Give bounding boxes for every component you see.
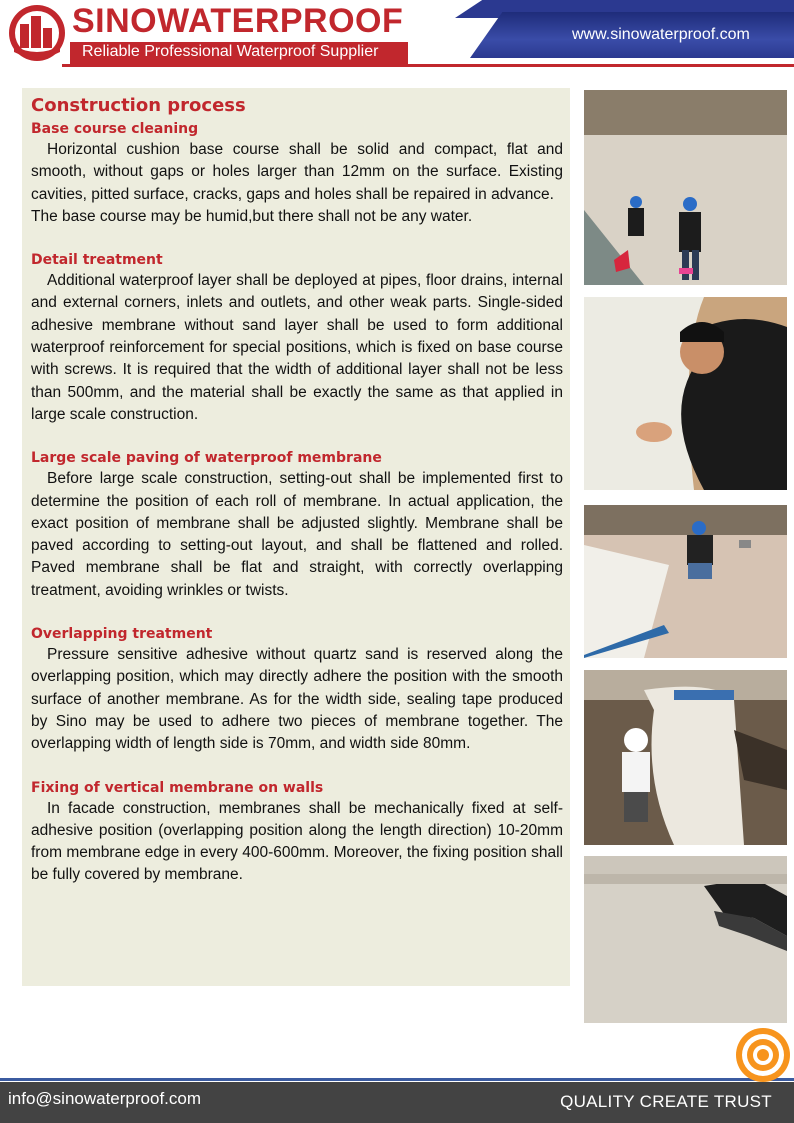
section-heading-detail-treatment: Detail treatment xyxy=(31,252,163,269)
contact-email[interactable]: info@sinowaterproof.com xyxy=(8,1089,202,1108)
construction-text xyxy=(31,95,563,887)
photo-large-scale-paving xyxy=(584,505,787,658)
photo-vertical-membrane xyxy=(584,856,787,1023)
section-heading-vertical-fixing: Fixing of vertical membrane on walls xyxy=(31,779,324,796)
footer-slogan: QUALITY CREATE TRUST xyxy=(560,1092,772,1111)
section-paragraph: Pressure sensitive adhesive without quartz sand is reserved along the overlapping position, which may directly adhere the position with the smooth surface of another membrane. As for the width side, sealing tape produced by Sino may be used to adhere two pieces of membrane together. The overlapping width of length side is 70mm, and width side 80mm. xyxy=(31,646,563,753)
photo-detail-treatment xyxy=(584,297,787,490)
website-link[interactable]: www.sinowaterproof.com xyxy=(572,26,750,43)
footer-accent-line xyxy=(0,1078,794,1081)
section-paragraph: Before large scale construction, setting-out shall be implemented first to determine the position of each roll of membrane. In actual application, the exact position of membrane shall be adjusted slightly. Membrane shall be paved according to setting-out layout, and shall be flattened and rolled. Paved membrane shall be flat and straight, with correctly overlapping treatment, avoiding wrinkles or twists. xyxy=(31,470,563,599)
company-logo-icon xyxy=(6,2,68,64)
page-title: Construction process xyxy=(31,95,246,116)
page-header xyxy=(0,0,794,80)
section-heading-base-course: Base course cleaning xyxy=(31,121,199,137)
photo-base-cleaning xyxy=(584,90,787,285)
section-paragraph: Additional waterproof layer shall be deployed at pipes, floor drains, internal and external corners, inlets and outlets, and other weak parts. Single-sided adhesive membrane without sand layer shall be used to form additional waterproof reinforcement for special positions, which is fixed on base course with screws. It is required that the width of additional layer shall not be less than 500mm, and the material shall be exactly the same as that applied in large scale construction. xyxy=(31,272,563,423)
tagline: Reliable Professional Waterproof Supplier xyxy=(82,43,379,60)
brand-name: SINOWATERPROOF xyxy=(72,2,404,40)
photo-overlapping xyxy=(584,670,787,845)
target-icon xyxy=(734,1026,792,1084)
section-paragraph: The base course may be humid,but there shall not be any water. xyxy=(31,207,473,225)
section-paragraph: Horizontal cushion base course shall be solid and compact, flat and smooth, without gaps or holes larger than 12mm on the surface. Existing cavities, pitted surface, cracks, gaps and holes shall be repaired in advance. xyxy=(31,141,563,203)
section-heading-overlapping: Overlapping treatment xyxy=(31,626,213,643)
section-paragraph: In facade construction, membranes shall be mechanically fixed at self-adhesive position (overlapping position along the length direction) 10-20mm from membrane edge in every 400-600mm. Moreover, the fixing position shall be fully covered by membrane. xyxy=(31,799,563,884)
header-divider xyxy=(62,64,794,67)
section-heading-large-scale-paving: Large scale paving of waterproof membrane xyxy=(31,450,382,467)
